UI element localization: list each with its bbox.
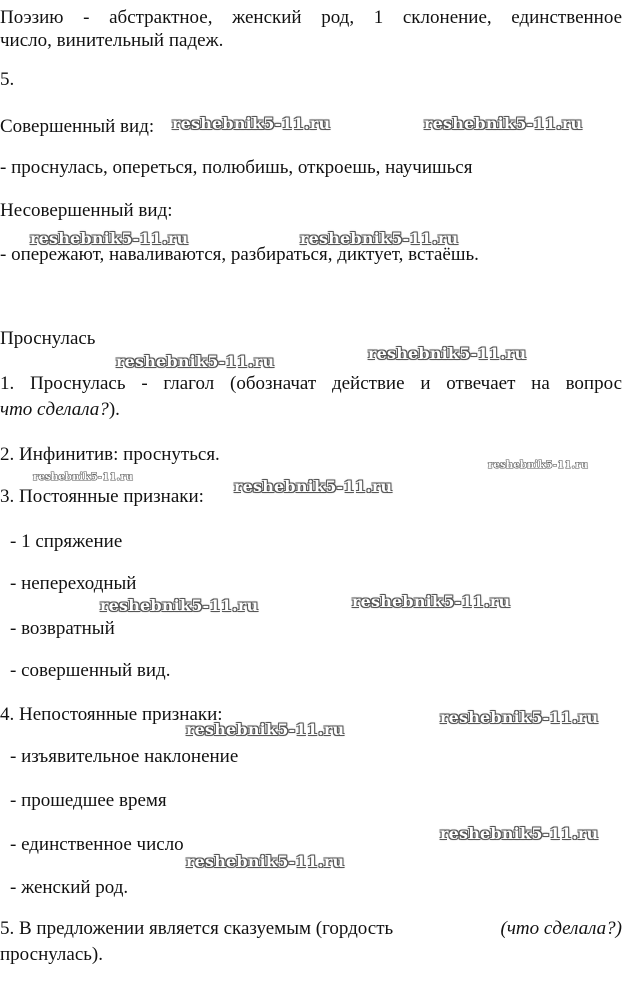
italic-question: что сделала? (0, 399, 109, 420)
text-line: 4. Непостоянные признаки: (0, 704, 223, 725)
text-line: - 1 спряжение (10, 531, 123, 552)
text-line: 2. Инфинитив: проснуться. (0, 444, 220, 465)
italic-question: (что сделала?) (500, 918, 622, 939)
text-line: Проснулась (0, 328, 96, 349)
text-line: 5. (0, 69, 15, 90)
text-line: - проснулась, опереться, полюбишь, откроешь, научишься (0, 157, 473, 178)
watermark: reshebnik5-11.ru (172, 114, 331, 133)
watermark: reshebnik5-11.ru (186, 720, 345, 739)
watermark: reshebnik5-11.ru (368, 344, 527, 363)
watermark: reshebnik5-11.ru (186, 852, 345, 871)
watermark: reshebnik5-11.ru (352, 592, 511, 611)
watermark: reshebnik5-11.ru (440, 708, 599, 727)
watermark: reshebnik5-11.ru (234, 477, 393, 496)
text-line: - непереходный (10, 573, 137, 594)
text-fragment: 5. В предложении является сказуемым (гордость (0, 918, 394, 939)
watermark: reshebnik5-11.ru (440, 824, 599, 843)
text-line: Поэзию - абстрактное, женский род, 1 склонение, единственное (0, 7, 622, 28)
watermark: reshebnik5-11.ru (100, 596, 259, 615)
text-line (0, 918, 622, 940)
text-line (0, 399, 120, 421)
watermark: reshebnik5-11.ru (30, 229, 189, 248)
watermark: reshebnik5-11.ru (300, 229, 459, 248)
text-line: 1. Проснулась - глагол (обозначат действие и отвечает на вопрос (0, 373, 622, 394)
text-line: Несовершенный вид: (0, 200, 173, 221)
text-line: - изъявительное наклонение (10, 746, 239, 767)
watermark: reshebnik5-11.ru (116, 352, 275, 371)
text-line: - единственное число (10, 834, 184, 855)
text-line: - опережают, наваливаются, разбираться, диктует, встаёшь. (0, 244, 479, 265)
text-line: - прошедшее время (10, 790, 167, 811)
text-line: 3. Постоянные признаки: (0, 486, 204, 507)
text-line: число, винительный падеж. (0, 30, 224, 51)
text-line: - женский род. (10, 877, 129, 898)
watermark: reshebnik5-11.ru (33, 472, 134, 483)
watermark: reshebnik5-11.ru (424, 114, 583, 133)
text-line: - совершенный вид. (10, 660, 171, 681)
text-line: проснулась). (0, 944, 103, 965)
text-line: - возвратный (10, 618, 115, 639)
text-line: Совершенный вид: (0, 116, 155, 137)
text-fragment: ). (108, 399, 120, 420)
watermark: reshebnik5-11.ru (488, 460, 589, 471)
